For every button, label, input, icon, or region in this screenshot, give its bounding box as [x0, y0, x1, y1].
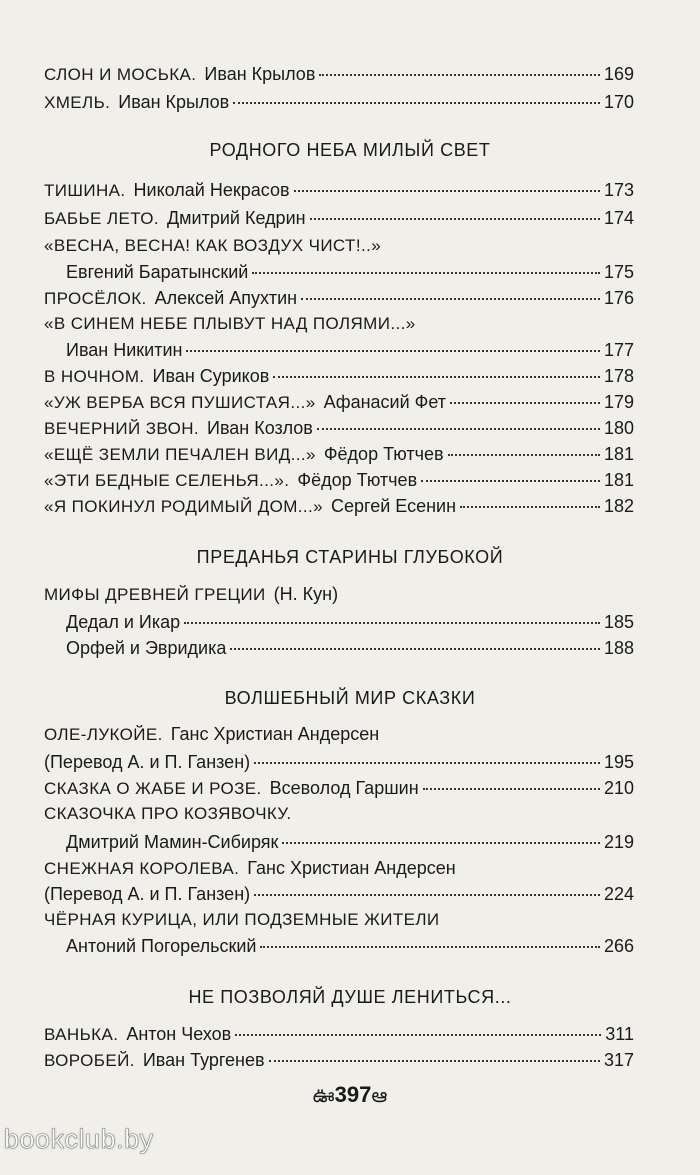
leader-dots	[460, 506, 600, 508]
leader-dots	[319, 74, 600, 76]
entry-title: «ЭТИ БЕДНЫЕ СЕЛЕНЬЯ...».	[44, 471, 290, 490]
entry-title: ВЕЧЕРНИЙ ЗВОН.	[44, 419, 199, 438]
entry-title: БАБЬЕ ЛЕТО.	[44, 209, 159, 228]
entry-title: ВОРОБЕЙ.	[44, 1051, 135, 1070]
entry-page-number: 178	[603, 366, 634, 386]
leader-dots	[294, 190, 600, 192]
entry-page-number: 188	[603, 638, 634, 658]
entry-author: (Н. Кун)	[273, 584, 339, 604]
leader-dots	[254, 894, 600, 896]
page-number-value: 397	[334, 1082, 372, 1107]
entry-author: Всеволод Гаршин	[269, 778, 419, 798]
entry-author: Иван Крылов	[204, 64, 316, 84]
toc-entry	[44, 314, 634, 340]
entry-title: ПРОСЁЛОК.	[44, 289, 147, 308]
leader-dots	[421, 480, 600, 482]
toc-entry	[44, 470, 634, 496]
entry-page-number: 181	[603, 444, 634, 464]
entry-author: Ганс Христиан Андерсен	[170, 724, 380, 744]
entry-title: В НОЧНОМ.	[44, 367, 145, 386]
toc-entry	[44, 778, 634, 804]
leader-dots	[282, 842, 600, 844]
toc-entry	[44, 366, 634, 392]
entry-author: Антоний Погорельский	[66, 936, 257, 956]
entry-author: Евгений Баратынский	[66, 262, 249, 282]
entry-author: Иван Никитин	[66, 340, 183, 360]
entry-author: Иван Тургенев	[142, 1050, 265, 1070]
leader-dots	[235, 1034, 601, 1036]
leader-dots	[233, 102, 600, 104]
entry-author: Иван Суриков	[152, 366, 270, 386]
leader-dots	[310, 218, 600, 220]
entry-title: СКАЗОЧКА ПРО КОЗЯВОЧКУ.	[44, 804, 292, 823]
entry-title: ОЛЕ-ЛУКОЙЕ.	[44, 725, 163, 744]
entry-author: Дедал и Икар	[66, 612, 181, 632]
watermark: bookclub.by	[4, 1124, 154, 1154]
entry-title: СЛОН И МОСЬКА.	[44, 65, 197, 84]
entry-page-number: 173	[603, 180, 634, 200]
toc-entry	[66, 340, 634, 366]
toc-entry	[44, 92, 634, 118]
entry-author: Иван Крылов	[118, 92, 230, 112]
section-heading: РОДНОГО НЕБА МИЛЫЙ СВЕТ	[209, 140, 491, 160]
entry-page-number: 170	[603, 92, 634, 112]
entry-page-number: 195	[603, 752, 634, 772]
entry-page-number: 180	[603, 418, 634, 438]
leader-dots	[301, 298, 600, 300]
entry-page-number: 181	[603, 470, 634, 490]
entry-author: Афанасий Фет	[323, 392, 447, 412]
entry-title: «Я ПОКИНУЛ РОДИМЫЙ ДОМ...»	[44, 497, 324, 516]
toc-entry	[44, 1024, 634, 1050]
toc-entry	[44, 444, 634, 470]
leader-dots	[184, 622, 600, 624]
section-heading: ВОЛШЕБНЫЙ МИР СКАЗКИ	[224, 688, 476, 708]
leader-dots	[423, 788, 600, 790]
toc-entry	[44, 418, 634, 444]
toc-entry	[44, 208, 634, 234]
toc-entry	[44, 910, 634, 936]
entry-page-number: 266	[603, 936, 634, 956]
toc-entry	[44, 288, 634, 314]
entry-page-number: 175	[603, 262, 634, 282]
toc-entry	[66, 638, 634, 664]
toc-entry	[44, 236, 634, 262]
entry-title: «УЖ ВЕРБА ВСЯ ПУШИСТАЯ...»	[44, 393, 316, 412]
entry-author: (Перевод А. и П. Ганзен)	[44, 752, 251, 772]
entry-title: ТИШИНА.	[44, 181, 126, 200]
leader-dots	[269, 1060, 600, 1062]
entry-page-number: 182	[603, 496, 634, 516]
entry-author: Дмитрий Кедрин	[166, 208, 306, 228]
leader-dots	[230, 648, 600, 650]
toc-entry	[44, 858, 634, 884]
toc-entry	[44, 584, 634, 610]
entry-author: Антон Чехов	[126, 1024, 232, 1044]
entry-page-number: 176	[603, 288, 634, 308]
toc-entry	[44, 180, 634, 206]
toc-entry	[44, 724, 634, 750]
entry-title: ХМЕЛЬ.	[44, 93, 111, 112]
entry-title: «В СИНЕМ НЕБЕ ПЛЫВУТ НАД ПОЛЯМИ...»	[44, 314, 416, 333]
section-heading: НЕ ПОЗВОЛЯЙ ДУШЕ ЛЕНИТЬСЯ...	[188, 987, 512, 1007]
entry-author: Сергей Есенин	[331, 496, 457, 516]
entry-page-number: 169	[603, 64, 634, 84]
entry-author: Дмитрий Мамин-Сибиряк	[66, 832, 279, 852]
entry-title: ВАНЬКА.	[44, 1025, 119, 1044]
toc-entry	[44, 804, 634, 830]
toc-entry	[44, 496, 634, 522]
page-number	[0, 1082, 700, 1112]
entry-page-number: 179	[603, 392, 634, 412]
leader-dots	[273, 376, 600, 378]
leader-dots	[450, 402, 600, 404]
entry-title: МИФЫ ДРЕВНЕЙ ГРЕЦИИ	[44, 585, 266, 604]
toc-entry	[44, 884, 634, 910]
entry-page-number: 219	[603, 832, 634, 852]
leader-dots	[254, 762, 600, 764]
entry-title: СКАЗКА О ЖАБЕ И РОЗЕ.	[44, 779, 262, 798]
toc-entry	[66, 262, 634, 288]
entry-page-number: 174	[603, 208, 634, 228]
entry-page-number: 311	[605, 1024, 634, 1044]
entry-page-number: 177	[603, 340, 634, 360]
ornament-right-icon: ఆ	[371, 1085, 388, 1107]
entry-author: Фёдор Тютчев	[323, 444, 444, 464]
leader-dots	[260, 946, 599, 948]
entry-title: ЧЁРНАЯ КУРИЦА, ИЛИ ПОДЗЕМНЫЕ ЖИТЕЛИ	[44, 910, 440, 929]
entry-author: (Перевод А. и П. Ганзен)	[44, 884, 251, 904]
toc-entry	[66, 832, 634, 858]
toc-entry	[66, 612, 634, 638]
leader-dots	[186, 350, 599, 352]
ornament-left-icon: ఊ	[312, 1085, 335, 1107]
section-heading: ПРЕДАНЬЯ СТАРИНЫ ГЛУБОКОЙ	[196, 547, 504, 567]
entry-author: Иван Козлов	[207, 418, 313, 438]
toc-entry	[44, 752, 634, 778]
entry-author: Ганс Христиан Андерсен	[247, 858, 456, 878]
entry-author: Николай Некрасов	[133, 180, 290, 200]
toc-entry	[44, 392, 634, 418]
toc-entry	[44, 64, 634, 90]
entry-author: Орфей и Эвридика	[66, 638, 227, 658]
entry-title: СНЕЖНАЯ КОРОЛЕВА.	[44, 859, 240, 878]
entry-page-number: 224	[603, 884, 634, 904]
entry-page-number: 210	[603, 778, 634, 798]
entry-author: Фёдор Тютчев	[297, 470, 418, 490]
entry-title: «ВЕСНА, ВЕСНА! КАК ВОЗДУХ ЧИСТ!..»	[44, 236, 382, 255]
entry-page-number: 317	[603, 1050, 634, 1070]
entry-title: «ЕЩЁ ЗЕМЛИ ПЕЧАЛЕН ВИД...»	[44, 445, 316, 464]
leader-dots	[317, 428, 600, 430]
entry-author: Алексей Апухтин	[154, 288, 298, 308]
leader-dots	[252, 272, 600, 274]
toc-entry	[44, 1050, 634, 1076]
entry-page-number: 185	[603, 612, 634, 632]
leader-dots	[448, 454, 600, 456]
toc-entry	[66, 936, 634, 962]
